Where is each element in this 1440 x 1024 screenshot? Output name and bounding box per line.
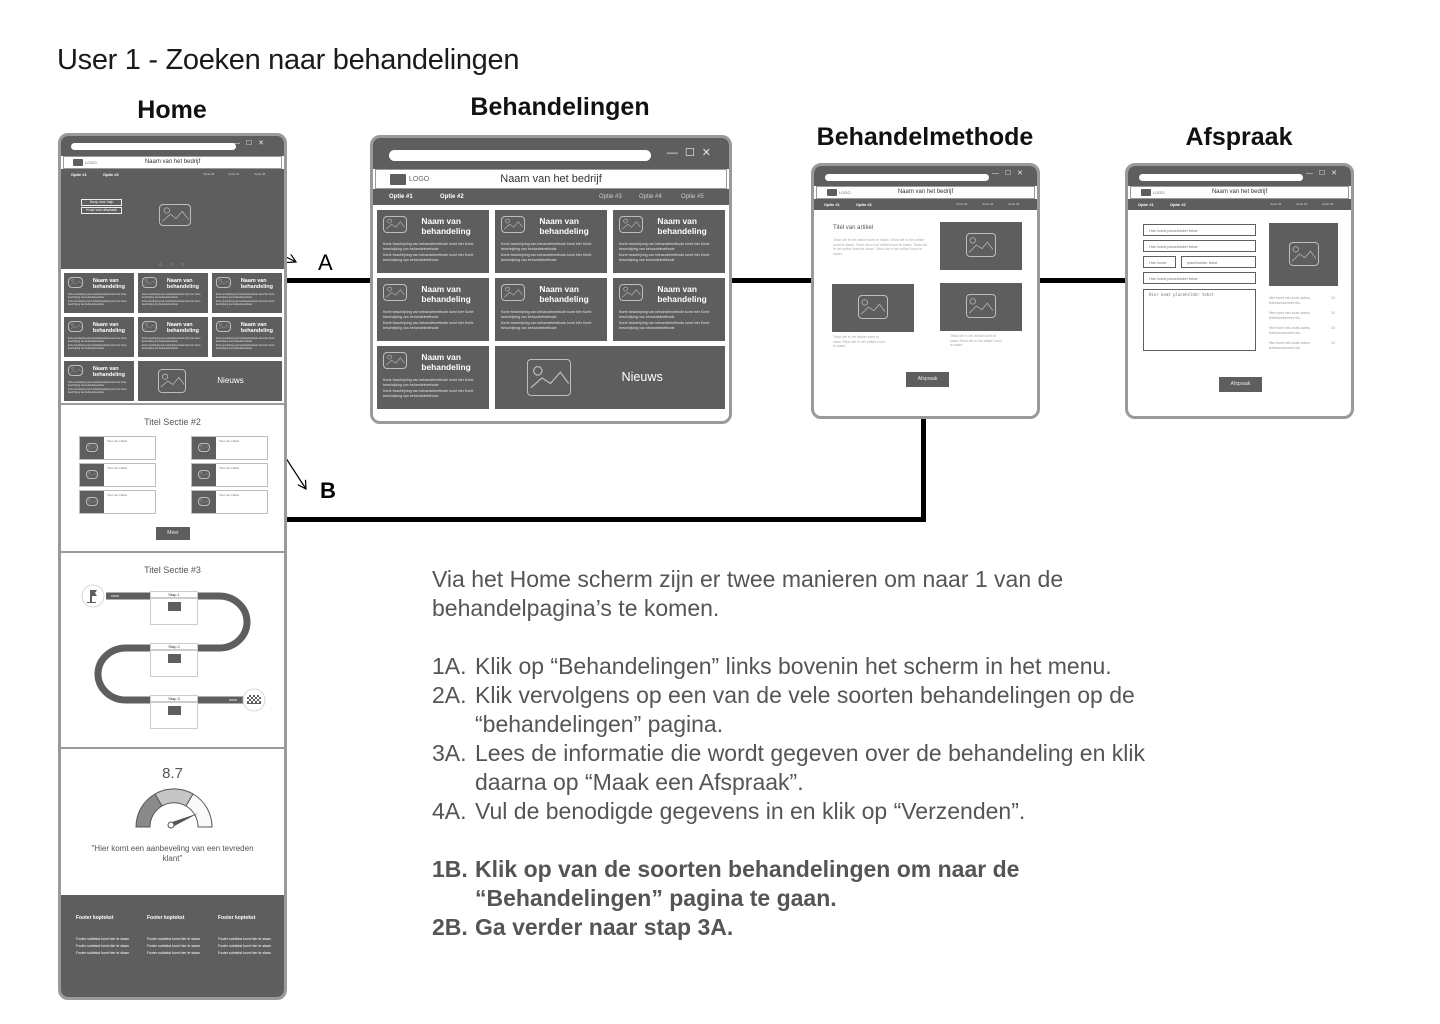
nav bbox=[61, 169, 284, 179]
step-number: 4A. bbox=[432, 798, 467, 824]
instruction-step bbox=[432, 913, 1232, 942]
browser-bar bbox=[814, 166, 1037, 186]
article bbox=[814, 210, 1037, 419]
form-field-1[interactable] bbox=[1143, 224, 1256, 236]
treatment-card[interactable] bbox=[495, 210, 607, 273]
treatment-card[interactable] bbox=[64, 273, 134, 313]
treatment-grid bbox=[373, 205, 729, 415]
nav-option-4[interactable]: Optie #4 bbox=[1296, 202, 1308, 206]
image-icon bbox=[966, 233, 996, 257]
treatment-card[interactable] bbox=[377, 278, 489, 341]
nav-option-2[interactable]: Optie #2 bbox=[856, 202, 872, 207]
home-wireframe bbox=[58, 133, 287, 1000]
nav-option-5[interactable]: Optie #5 bbox=[1008, 202, 1020, 206]
rating-gauge bbox=[133, 787, 215, 831]
image-icon bbox=[142, 321, 158, 332]
window-controls[interactable]: — ☐ ✕ bbox=[1305, 170, 1339, 177]
path-a-label: A bbox=[318, 250, 333, 275]
appointment-form bbox=[1128, 210, 1351, 419]
treatment-desc-1: Korte beschrijving van behandelmethode komt hier Korte beschrijving van behandelmethode bbox=[215, 294, 275, 300]
company-name: Naam van het bedrijf bbox=[1211, 189, 1268, 195]
url-bar[interactable] bbox=[825, 174, 989, 181]
treatment-name: Naam van behandeling bbox=[166, 277, 199, 290]
step-number: 1A. bbox=[432, 653, 467, 679]
nav-option-5[interactable]: Optie #5 bbox=[681, 194, 704, 200]
news-label: Nieuws bbox=[621, 369, 663, 384]
article-thumbnail bbox=[192, 437, 216, 459]
image-icon bbox=[619, 284, 643, 301]
form-field-4[interactable] bbox=[1143, 272, 1256, 284]
instruction-step bbox=[432, 681, 1232, 739]
section-3-title: Titel Sectie #3 bbox=[144, 565, 201, 575]
treatment-desc-2: Korte beschrijving van behandelmethode komt hier Korte beschrijving van behandelmethode bbox=[383, 389, 474, 398]
label-behandelingen: Behandelingen bbox=[470, 93, 650, 121]
treatment-card[interactable] bbox=[377, 346, 489, 409]
behandelingen-wireframe bbox=[370, 135, 732, 424]
article-item-title: Titel van artikel bbox=[107, 439, 128, 443]
afspraak-wireframe bbox=[1125, 163, 1354, 419]
article-item-title: Titel van artikel bbox=[219, 439, 240, 443]
article-item-title: Titel van artikel bbox=[219, 493, 240, 497]
treatment-desc-2: Korte beschrijving van behandelmethode komt hier Korte beschrijving van behandelmethode bbox=[619, 253, 710, 262]
article-item-title: Titel van artikel bbox=[219, 466, 240, 470]
treatment-card[interactable] bbox=[495, 278, 607, 341]
company-name: Naam van het bedrijf bbox=[144, 159, 201, 165]
nav bbox=[373, 189, 729, 205]
treatment-desc-2: Korte beschrijving van behandelmethode komt hier Korte beschrijving van behandelmethode bbox=[141, 301, 201, 307]
treatment-desc-1: Korte beschrijving van behandelmethode komt hier Korte beschrijving van behandelmethode bbox=[67, 294, 127, 300]
logo-bar bbox=[63, 156, 282, 169]
article-title: Titel van artikel bbox=[833, 225, 874, 231]
nav-option-3[interactable]: Optie #3 bbox=[599, 194, 622, 200]
footer-link[interactable]: Footer subtekst komt hier te staan bbox=[218, 937, 271, 941]
treatment-card[interactable] bbox=[613, 210, 725, 273]
logo-text: LOGO bbox=[409, 176, 430, 183]
footer-link[interactable]: Footer subtekst komt hier te staan bbox=[218, 951, 271, 955]
treatment-name: Naam van behandeling bbox=[539, 216, 589, 236]
contact-info: Hier komt info zoals adres, telefoonnummer etc. bbox=[1269, 326, 1311, 335]
article-thumbnail bbox=[80, 464, 104, 486]
treatment-name: Naam van behandeling bbox=[657, 284, 707, 304]
article-thumbnail bbox=[192, 491, 216, 513]
label-afspraak: Afspraak bbox=[1185, 123, 1293, 151]
roadmap-step bbox=[150, 591, 198, 627]
image-icon bbox=[198, 497, 210, 506]
treatment-desc-1: Korte beschrijving van behandelmethode komt hier Korte beschrijving van behandelmethode bbox=[67, 338, 127, 344]
image-icon bbox=[198, 443, 210, 452]
image-icon bbox=[68, 277, 84, 288]
image-icon bbox=[86, 470, 98, 479]
nav-option-1[interactable]: Optie #1 bbox=[71, 172, 87, 177]
article-list-item[interactable] bbox=[79, 436, 156, 460]
article-text: Tekst die in het artikel komt te staan. Tekst die in het artikel komt te staan. Tekst die in het artikel komt te staan. Tekst die in het artikel komt te staan. Tekst die in het artikel komt te staan. bbox=[833, 238, 928, 256]
footer-heading: Footer koptekst bbox=[76, 915, 114, 921]
news-card[interactable] bbox=[138, 361, 282, 401]
footer-link[interactable]: Footer subtekst komt hier te staan bbox=[147, 937, 200, 941]
footer-link[interactable]: Footer subtekst komt hier te staan bbox=[76, 937, 129, 941]
logo-text: LOGO bbox=[839, 190, 851, 195]
image-icon bbox=[216, 277, 232, 288]
logo-bar bbox=[816, 186, 1035, 199]
treatment-desc-2: Korte beschrijving van behandelmethode komt hier Korte beschrijving van behandelmethode bbox=[215, 345, 275, 351]
section-3 bbox=[61, 551, 284, 747]
contact-info-value: 10 bbox=[1331, 296, 1335, 300]
footer-link[interactable]: Footer subtekst komt hier te staan bbox=[76, 951, 129, 955]
nav-option-1[interactable]: Optie #1 bbox=[389, 194, 413, 200]
treatment-card[interactable] bbox=[138, 317, 208, 357]
treatment-name: Naam van behandeling bbox=[421, 284, 471, 304]
treatment-name: Naam van behandeling bbox=[421, 216, 471, 236]
rating-section bbox=[61, 747, 284, 895]
image-icon bbox=[383, 216, 407, 233]
section-2-title: Titel Sectie #2 bbox=[144, 417, 201, 427]
logo-bar bbox=[375, 169, 727, 189]
hero-image-icon bbox=[159, 204, 191, 226]
image-icon bbox=[858, 295, 888, 319]
image-icon bbox=[142, 277, 158, 288]
image-icon bbox=[501, 284, 525, 301]
image-icon bbox=[619, 216, 643, 233]
step-number: 2B. bbox=[432, 914, 468, 940]
treatment-desc-2: Korte beschrijving van behandelmethode komt hier Korte beschrijving van behandelmethode bbox=[141, 345, 201, 351]
home-treatment-grid bbox=[61, 273, 284, 403]
article-list-item[interactable] bbox=[191, 463, 268, 487]
step-text: Klik vervolgens op een van de vele soorten behandelingen op de “behandelingen” pagina. bbox=[475, 682, 1135, 737]
footer-column bbox=[147, 915, 207, 958]
nav-option-2[interactable]: Optie #2 bbox=[103, 172, 119, 177]
nav-option-1[interactable]: Optie #1 bbox=[1138, 202, 1154, 207]
image-icon bbox=[168, 654, 181, 663]
footer bbox=[61, 895, 284, 997]
footer-heading: Footer koptekst bbox=[218, 915, 256, 921]
treatment-card[interactable] bbox=[613, 278, 725, 341]
help-button[interactable]: Knop voor hulp bbox=[81, 199, 122, 206]
image-icon bbox=[158, 369, 186, 393]
form-field-3b[interactable] bbox=[1181, 256, 1256, 268]
contact-info-value: 10 bbox=[1331, 311, 1335, 315]
hero bbox=[61, 169, 284, 269]
treatment-desc-2: Korte beschrijving van behandelmethode komt hier Korte beschrijving van behandelmethode bbox=[383, 321, 474, 330]
treatment-desc-1: Korte beschrijving van behandelmethode komt hier Korte beschrijving van behandelmethode bbox=[141, 294, 201, 300]
treatment-card[interactable] bbox=[138, 273, 208, 313]
image-icon bbox=[966, 294, 996, 318]
nav-option-4[interactable]: Optie #4 bbox=[228, 172, 240, 176]
treatment-desc-2: Korte beschrijving van behandelmethode komt hier Korte beschrijving van behandelmethode bbox=[67, 301, 127, 307]
step-number: 2A. bbox=[432, 682, 467, 708]
news-card[interactable] bbox=[495, 346, 725, 409]
logo-text: LOGO bbox=[1153, 190, 1165, 195]
nav-option-1[interactable]: Optie #1 bbox=[824, 202, 840, 207]
step-card bbox=[150, 598, 198, 625]
diagram-title: User 1 - Zoeken naar behandelingen bbox=[57, 44, 520, 76]
browser-bar bbox=[61, 136, 284, 156]
footer-link[interactable]: Footer subtekst komt hier te staan bbox=[218, 944, 271, 948]
roadmap-step bbox=[150, 643, 198, 679]
footer-link[interactable]: Footer subtekst komt hier te staan bbox=[147, 951, 200, 955]
form-textarea[interactable] bbox=[1143, 289, 1256, 351]
treatment-desc-1: Korte beschrijving van behandelmethode komt hier Korte beschrijving van behandelmethode bbox=[215, 338, 275, 344]
treatment-desc-1: Korte beschrijving van behandelmethode komt hier Korte beschrijving van behandelmethode bbox=[619, 242, 710, 252]
article-list-item[interactable] bbox=[191, 436, 268, 460]
url-bar[interactable] bbox=[71, 143, 236, 150]
nav-option-4[interactable]: Optie #4 bbox=[639, 194, 662, 200]
treatment-desc-1: Korte beschrijving van behandelmethode komt hier Korte beschrijving van behandelmethode bbox=[141, 338, 201, 344]
contact-info: Hier komt info zoals adres, telefoonnummer etc. bbox=[1269, 311, 1311, 320]
instruction-step bbox=[432, 652, 1232, 681]
more-button[interactable]: Meer bbox=[156, 527, 190, 540]
nav bbox=[1128, 199, 1351, 210]
instruction-step bbox=[432, 739, 1232, 797]
carousel-dots[interactable]: ○○○ bbox=[159, 262, 193, 268]
browser-bar bbox=[373, 138, 729, 169]
company-name: Naam van het bedrijf bbox=[897, 189, 954, 195]
contact-info: Hier komt info zoals adres, telefoonnummer etc. bbox=[1269, 341, 1311, 350]
footer-column bbox=[76, 915, 136, 958]
image-icon bbox=[383, 352, 407, 369]
treatment-desc-2: Korte beschrijving van behandelmethode komt hier Korte beschrijving van behandelmethode bbox=[501, 253, 592, 262]
article-list-item[interactable] bbox=[79, 463, 156, 487]
testimonial: "Hier komt een aanbeveling van een tevreden klant" bbox=[91, 844, 254, 863]
treatment-name: Naam van behandeling bbox=[240, 277, 273, 290]
image-icon bbox=[527, 359, 571, 397]
section-2 bbox=[61, 403, 284, 551]
treatment-desc-2: Korte beschrijving van behandelmethode komt hier Korte beschrijving van behandelmethode bbox=[619, 321, 710, 330]
article-image bbox=[940, 222, 1022, 270]
contact-info: Hier komt info zoals adres, telefoonnummer etc. bbox=[1269, 296, 1311, 305]
form-field-2[interactable] bbox=[1143, 240, 1256, 252]
logo-text: LOGO bbox=[85, 160, 97, 165]
treatment-name: Naam van behandeling bbox=[657, 216, 707, 236]
flow-description bbox=[432, 565, 1232, 942]
treatment-desc-1: Korte beschrijving van behandelmethode komt hier Korte beschrijving van behandelmethode bbox=[67, 382, 127, 388]
image-1 bbox=[832, 284, 914, 332]
treatment-desc-2: Korte beschrijving van behandelmethode komt hier Korte beschrijving van behandelmethode bbox=[67, 345, 127, 351]
nav-option-2[interactable]: Optie #2 bbox=[440, 194, 464, 200]
treatment-name: Naam van behandeling bbox=[166, 321, 199, 334]
intro-text: Via het Home scherm zijn er twee manieren om naar 1 van de behandelpagina’s te komen. bbox=[432, 566, 1064, 621]
step-number: 3A. bbox=[432, 740, 467, 766]
treatment-desc-2: Korte beschrijving van behandelmethode komt hier Korte beschrijving van behandelmethode bbox=[67, 389, 127, 395]
image-icon bbox=[68, 321, 84, 332]
treatment-desc-1: Korte beschrijving van behandelmethode komt hier Korte beschrijving van behandelmethode bbox=[501, 242, 592, 252]
nav-option-5[interactable]: Optie #5 bbox=[1322, 202, 1334, 206]
treatment-desc-1: Korte beschrijving van behandelmethode komt hier Korte beschrijving van behandelmethode bbox=[501, 310, 592, 320]
image-icon bbox=[86, 497, 98, 506]
nav-option-4[interactable]: Optie #4 bbox=[982, 202, 994, 206]
image-icon bbox=[216, 321, 232, 332]
step-card bbox=[150, 702, 198, 729]
form-field-3a[interactable] bbox=[1143, 256, 1176, 268]
treatment-card[interactable] bbox=[212, 273, 282, 313]
afspraak-submit-button[interactable]: Afspraak bbox=[1219, 377, 1262, 392]
treatment-card[interactable] bbox=[377, 210, 489, 273]
window-controls[interactable]: — ☐ ✕ bbox=[666, 147, 713, 159]
nav bbox=[814, 199, 1037, 210]
image-icon bbox=[1289, 242, 1319, 266]
article-list-item[interactable] bbox=[191, 490, 268, 514]
treatment-name: Naam van behandeling bbox=[92, 321, 125, 334]
caption-2: Tekst die in het artikel komt te staan Tekst die in het artikel komt te staan bbox=[950, 334, 1002, 347]
instruction-step bbox=[432, 855, 1232, 913]
nav-option-3[interactable]: Optie #3 bbox=[203, 172, 215, 176]
article-thumbnail bbox=[80, 437, 104, 459]
article-list-item[interactable] bbox=[79, 490, 156, 514]
url-bar[interactable] bbox=[1139, 174, 1303, 181]
window-controls[interactable]: — ☐ ✕ bbox=[232, 140, 266, 147]
window-controls[interactable]: — ☐ ✕ bbox=[991, 170, 1025, 177]
image-2 bbox=[940, 283, 1022, 331]
image-icon bbox=[198, 470, 210, 479]
appointment-button[interactable]: Knop voor afspraak bbox=[81, 207, 122, 214]
treatment-desc-2: Korte beschrijving van behandelmethode komt hier Korte beschrijving van behandelmethode bbox=[501, 321, 592, 330]
image-icon bbox=[501, 216, 525, 233]
url-bar[interactable] bbox=[389, 150, 651, 161]
step-label: Stap 3 bbox=[150, 695, 198, 702]
behandelmethode-wireframe bbox=[811, 163, 1040, 419]
caption-1: Tekst die in het artikel komt te staan Tekst die in het artikel komt te staan bbox=[833, 335, 885, 348]
treatment-name: Naam van behandeling bbox=[92, 365, 125, 378]
image-icon bbox=[68, 365, 84, 376]
treatment-desc-1: Korte beschrijving van behandelmethode komt hier Korte beschrijving van behandelmethode bbox=[383, 310, 474, 320]
afspraak-button[interactable]: Afspraak bbox=[906, 372, 949, 387]
treatment-desc-2: Korte beschrijving van behandelmethode komt hier Korte beschrijving van behandelmethode bbox=[383, 253, 474, 262]
contact-info-value: 10 bbox=[1331, 326, 1335, 330]
contact-info-value: 10 bbox=[1331, 341, 1335, 345]
treatment-name: Naam van behandeling bbox=[421, 352, 471, 372]
article-thumbnail bbox=[80, 491, 104, 513]
roadmap-step bbox=[150, 695, 198, 731]
label-home: Home bbox=[137, 96, 207, 124]
step-card bbox=[150, 650, 198, 677]
article-item-title: Titel van artikel bbox=[107, 466, 128, 470]
footer-heading: Footer koptekst bbox=[147, 915, 185, 921]
step-text: Ga verder naar stap 3A. bbox=[475, 914, 734, 940]
label-behandelmethode: Behandelmethode bbox=[816, 123, 1034, 151]
treatment-name: Naam van behandeling bbox=[240, 321, 273, 334]
step-text: Klik op van de soorten behandelingen om naar de “Behandelingen” pagina te gaan. bbox=[475, 856, 1020, 911]
nav-option-3[interactable]: Optie #3 bbox=[956, 202, 968, 206]
browser-bar bbox=[1128, 166, 1351, 186]
nav-option-2[interactable]: Optie #2 bbox=[1170, 202, 1186, 207]
treatment-desc-1: Korte beschrijving van behandelmethode komt hier Korte beschrijving van behandelmethode bbox=[383, 378, 474, 388]
footer-link[interactable]: Footer subtekst komt hier te staan bbox=[147, 944, 200, 948]
step-text: Lees de informatie die wordt gegeven over de behandeling en klik daarna op “Maak een Afspraak”. bbox=[475, 740, 1145, 795]
map-image bbox=[1269, 223, 1338, 286]
instruction-step bbox=[432, 797, 1232, 826]
rating-value: 8.7 bbox=[162, 765, 183, 782]
treatment-name: Naam van behandeling bbox=[92, 277, 125, 290]
article-thumbnail bbox=[192, 464, 216, 486]
image-icon bbox=[86, 443, 98, 452]
nav-option-3[interactable]: Optie #3 bbox=[1270, 202, 1282, 206]
company-name: Naam van het bedrijf bbox=[500, 173, 602, 185]
step-number: 1B. bbox=[432, 856, 468, 882]
footer-link[interactable]: Footer subtekst komt hier te staan bbox=[76, 944, 129, 948]
treatment-card[interactable] bbox=[64, 317, 134, 357]
footer-column bbox=[218, 915, 278, 958]
treatment-name: Naam van behandeling bbox=[539, 284, 589, 304]
image-icon bbox=[168, 706, 181, 715]
step-text: Vul de benodigde gegevens in en klik op “Verzenden”. bbox=[475, 798, 1026, 824]
step-label: Stap 2 bbox=[150, 643, 198, 650]
treatment-desc-2: Korte beschrijving van behandelmethode komt hier Korte beschrijving van behandelmethode bbox=[215, 301, 275, 307]
article-item-title: Titel van artikel bbox=[107, 493, 128, 497]
treatment-desc-1: Korte beschrijving van behandelmethode komt hier Korte beschrijving van behandelmethode bbox=[619, 310, 710, 320]
treatment-card[interactable] bbox=[64, 361, 134, 401]
image-icon bbox=[383, 284, 407, 301]
logo-bar bbox=[1130, 186, 1349, 199]
step-text: Klik op “Behandelingen” links bovenin het scherm in het menu. bbox=[475, 653, 1112, 679]
treatment-card[interactable] bbox=[212, 317, 282, 357]
path-b-label: B bbox=[320, 478, 336, 503]
nav-option-5[interactable]: Optie #5 bbox=[254, 172, 266, 176]
news-label: Nieuws bbox=[217, 376, 244, 386]
step-label: Stap 1 bbox=[150, 591, 198, 598]
treatment-desc-1: Korte beschrijving van behandelmethode komt hier Korte beschrijving van behandelmethode bbox=[383, 242, 474, 252]
image-icon bbox=[168, 602, 181, 611]
